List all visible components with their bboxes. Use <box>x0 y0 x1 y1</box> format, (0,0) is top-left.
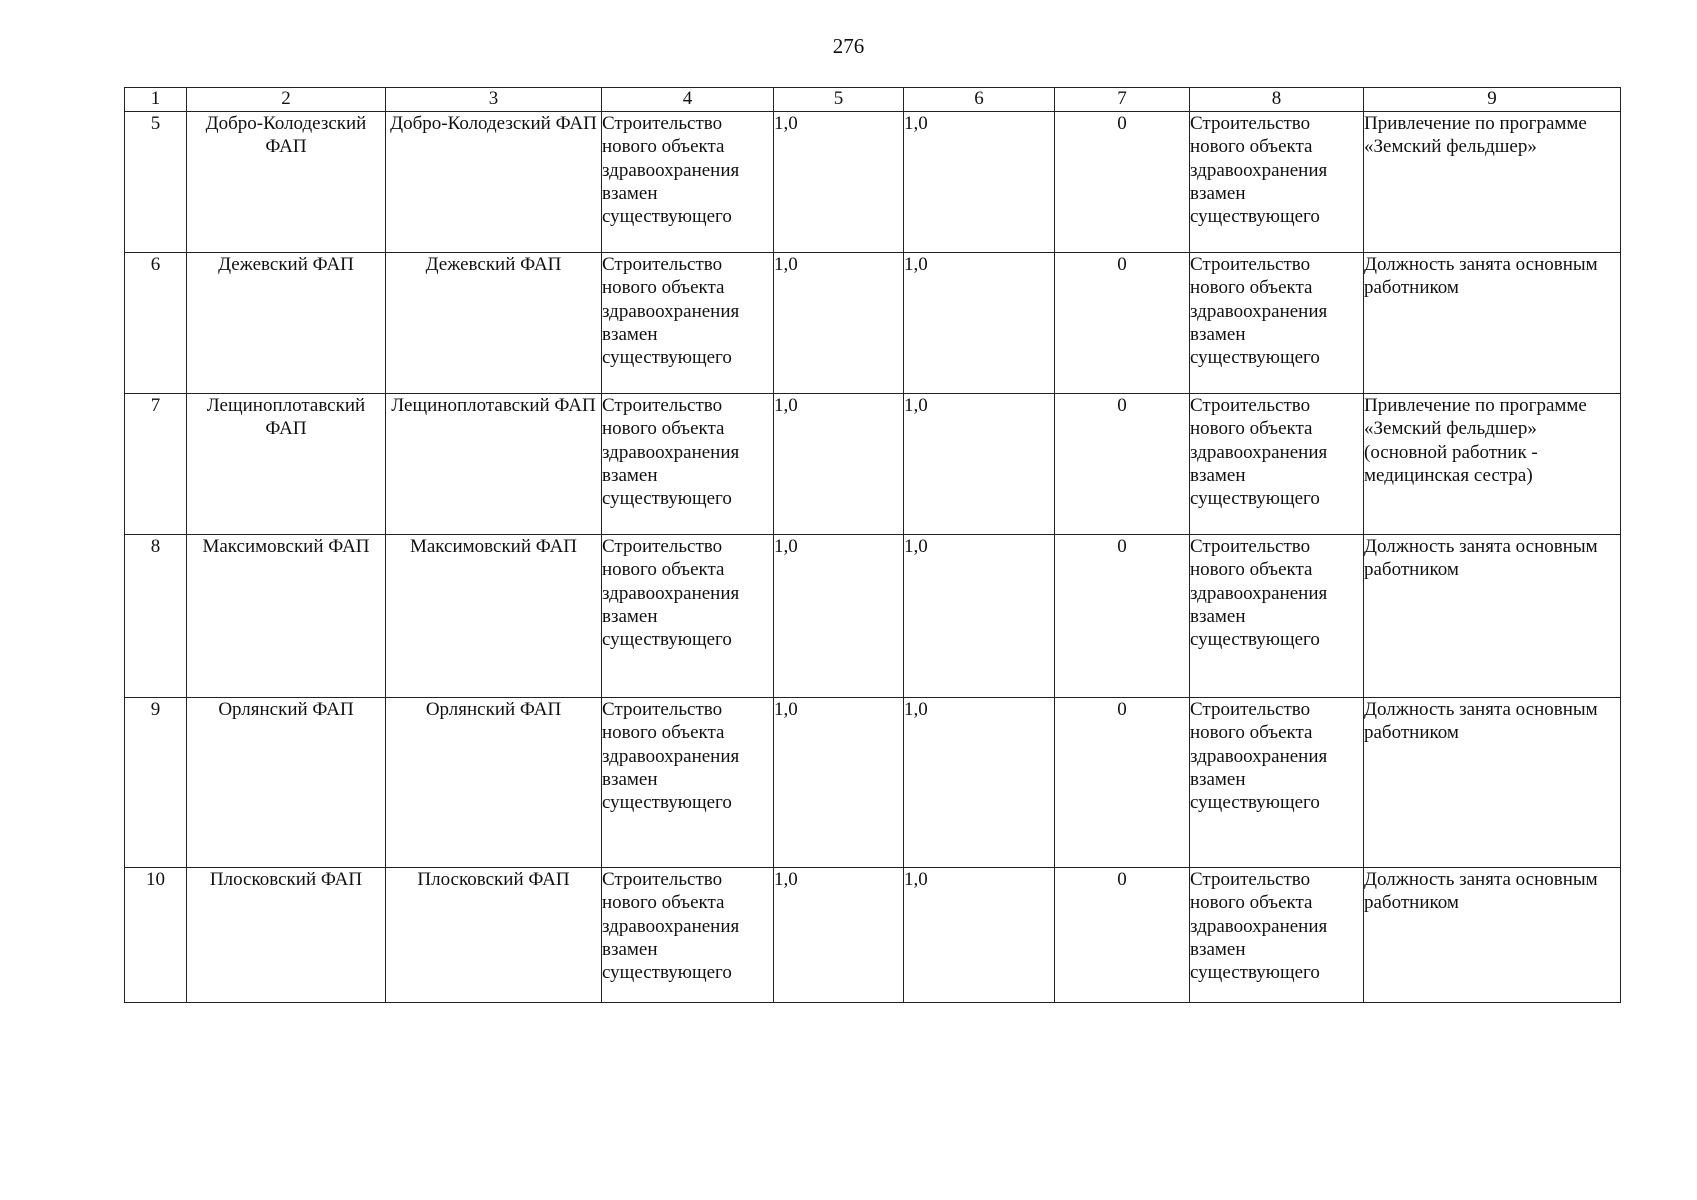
value-col6: 1,0 <box>904 253 1055 394</box>
column-header: 4 <box>602 88 774 112</box>
page-number: 276 <box>832 34 865 58</box>
staffing-note: Должность занята основным работником <box>1364 535 1621 698</box>
staffing-note: Привлечение по программе «Земский фельдшер» (основной работник - медицинская сестра) <box>1364 394 1621 535</box>
row-number: 6 <box>125 253 187 394</box>
measure-col8: Строительство нового объекта здравоохранения взамен существующего <box>1190 868 1364 1003</box>
row-number: 8 <box>125 535 187 698</box>
staffing-note: Должность занята основным работником <box>1364 698 1621 868</box>
planned-measure: Строительство нового объекта здравоохранения взамен существующего <box>602 253 774 394</box>
planned-measure: Строительство нового объекта здравоохранения взамен существующего <box>602 868 774 1003</box>
row-number: 5 <box>125 112 187 253</box>
institution-name: Орлянский ФАП <box>187 698 386 868</box>
column-header: 7 <box>1055 88 1190 112</box>
subdivision-name: Дежевский ФАП <box>386 253 602 394</box>
value-col7: 0 <box>1055 535 1190 698</box>
measure-col8: Строительство нового объекта здравоохранения взамен существующего <box>1190 535 1364 698</box>
column-header: 6 <box>904 88 1055 112</box>
measure-col8: Строительство нового объекта здравоохранения взамен существующего <box>1190 394 1364 535</box>
column-header: 3 <box>386 88 602 112</box>
table-row <box>125 698 1621 868</box>
table-row <box>125 394 1621 535</box>
value-col6: 1,0 <box>904 868 1055 1003</box>
measure-col8: Строительство нового объекта здравоохранения взамен существующего <box>1190 698 1364 868</box>
value-col7: 0 <box>1055 253 1190 394</box>
column-header: 8 <box>1190 88 1364 112</box>
measure-col8: Строительство нового объекта здравоохранения взамен существующего <box>1190 253 1364 394</box>
value-col6: 1,0 <box>904 698 1055 868</box>
institution-name: Максимовский ФАП <box>187 535 386 698</box>
table-row <box>125 253 1621 394</box>
value-col6: 1,0 <box>904 112 1055 253</box>
value-col7: 0 <box>1055 112 1190 253</box>
subdivision-name: Добро-Колодезский ФАП <box>386 112 602 253</box>
institution-name: Дежевский ФАП <box>187 253 386 394</box>
value-col5: 1,0 <box>774 868 904 1003</box>
column-header: 9 <box>1364 88 1621 112</box>
subdivision-name: Орлянский ФАП <box>386 698 602 868</box>
institution-name: Плосковский ФАП <box>187 868 386 1003</box>
value-col5: 1,0 <box>774 698 904 868</box>
staffing-note: Должность занята основным работником <box>1364 253 1621 394</box>
table-row <box>125 868 1621 1003</box>
facilities-table <box>124 87 1621 1003</box>
table-row <box>125 535 1621 698</box>
table-row <box>125 112 1621 253</box>
value-col6: 1,0 <box>904 394 1055 535</box>
column-header: 2 <box>187 88 386 112</box>
row-number: 7 <box>125 394 187 535</box>
institution-name: Лещиноплотавский ФАП <box>187 394 386 535</box>
planned-measure: Строительство нового объекта здравоохранения взамен существующего <box>602 698 774 868</box>
table-header-row <box>125 88 1621 112</box>
row-number: 10 <box>125 868 187 1003</box>
staffing-note: Должность занята основным работником <box>1364 868 1621 1003</box>
value-col7: 0 <box>1055 868 1190 1003</box>
row-number: 9 <box>125 698 187 868</box>
institution-name: Добро-Колодезский ФАП <box>187 112 386 253</box>
column-header: 5 <box>774 88 904 112</box>
value-col7: 0 <box>1055 698 1190 868</box>
value-col5: 1,0 <box>774 535 904 698</box>
column-header: 1 <box>125 88 187 112</box>
value-col5: 1,0 <box>774 253 904 394</box>
value-col6: 1,0 <box>904 535 1055 698</box>
value-col7: 0 <box>1055 394 1190 535</box>
staffing-note: Привлечение по программе «Земский фельдшер» <box>1364 112 1621 253</box>
subdivision-name: Плосковский ФАП <box>386 868 602 1003</box>
subdivision-name: Максимовский ФАП <box>386 535 602 698</box>
subdivision-name: Лещиноплотавский ФАП <box>386 394 602 535</box>
planned-measure: Строительство нового объекта здравоохранения взамен существующего <box>602 394 774 535</box>
value-col5: 1,0 <box>774 112 904 253</box>
planned-measure: Строительство нового объекта здравоохранения взамен существующего <box>602 112 774 253</box>
measure-col8: Строительство нового объекта здравоохранения взамен существующего <box>1190 112 1364 253</box>
value-col5: 1,0 <box>774 394 904 535</box>
planned-measure: Строительство нового объекта здравоохранения взамен существующего <box>602 535 774 698</box>
